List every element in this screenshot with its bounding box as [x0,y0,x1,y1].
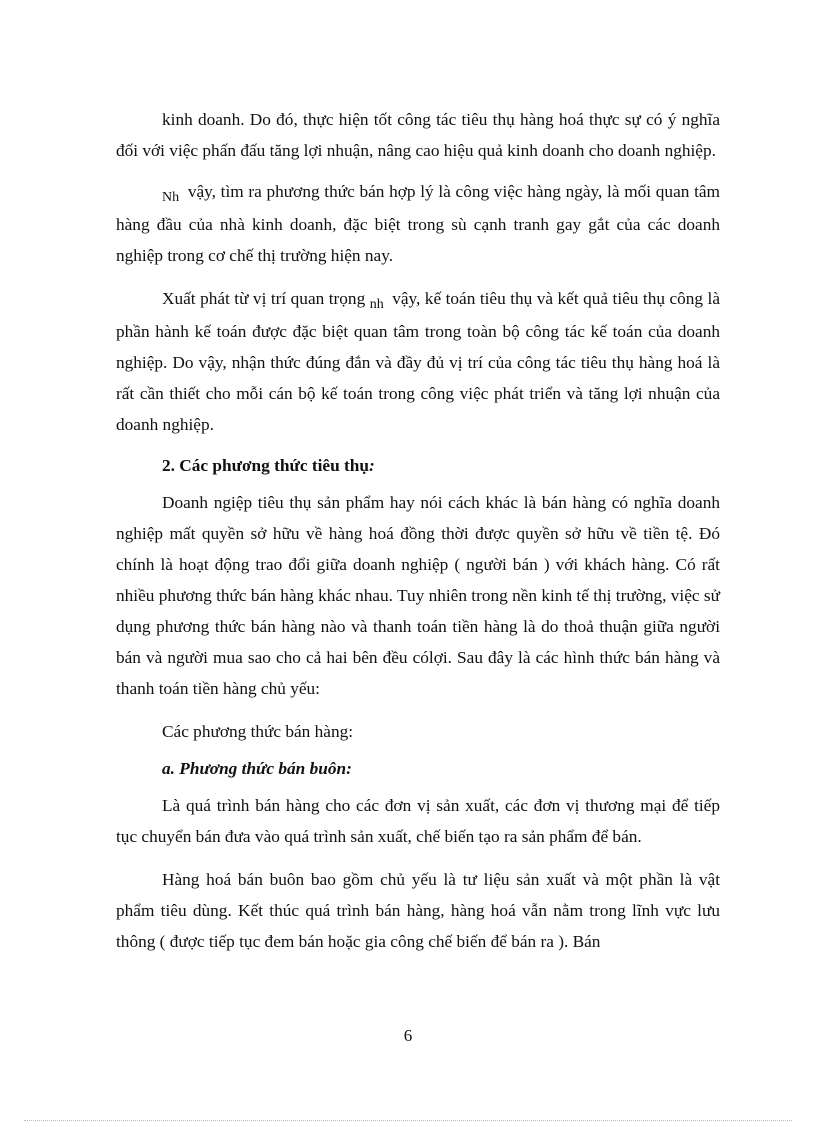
section-heading [116,450,720,481]
page-bottom-border [24,1120,792,1121]
fragment-nh: Nh [162,190,180,205]
section-heading-text: 2. Các phương thức tiêu thụ [162,456,369,475]
paragraph-7: Hàng hoá bán buôn bao gồm chủ yếu là tư liệu sản xuất và một phần là vật phẩm tiêu dùng. Kết thúc quá trình bán hàng, hàng hoá vẫn nằm trong lĩnh vực lưu thông ( được tiếp tục đem bán hoặc gia công chế biến để bán ra ). Bán [116,870,720,951]
paragraph-3 [116,283,720,440]
page-number: 6 [403,1026,413,1045]
list-intro: Các phương thức bán hàng: [162,722,354,741]
paragraph-2 [116,176,720,271]
paragraph-3-text: vậy, kế toán tiêu thụ và kết quả tiêu thụ công là phần hành kế toán được đặc biệt quan tâm trong toàn bộ công tác kế toán của doanh nghiệp. Do vậy, nhận thức đúng đắn và đầy đủ vị trí của công tác tiêu thụ hàng hoá là rất cần thiết cho mỗi cán bộ kế toán trong công việc phát triển và tăng lợi nhuận của doanh nghiệp. [116,289,721,434]
fragment-nh-2: nh [369,297,384,312]
paragraph-4: Doanh ngiệp tiêu thụ sản phẩm hay nói cách khác là bán hàng có nghĩa doanh nghiệp mất quyền sở hữu về hàng hoá đồng thời được quyền sở hữu về tiền tệ. Đó chính là hoạt động trao đổi giữa doanh nghiệp ( người bán ) với khách hàng. Có rất nhiều phương thức bán hàng khác nhau. Tuy nhiên trong nền kinh tế thị trường, việc sử dụng phương thức bán hàng nào và thanh toán tiền hàng là do thoả thuận giữa người bán và người mua sao cho cả hai bên đều cólợi. Sau đây là các hình thức bán hàng và thanh toán tiền hàng chủ yếu: [116,493,720,698]
subsection-heading: a. Phương thức bán buôn: [162,759,352,778]
paragraph-2-text: vậy, tìm ra phương thức bán hợp lý là công việc hàng ngày, là mối quan tâm hàng đầu của nhà kinh doanh, đặc biệt trong sù cạnh tranh gay gắt của các doanh nghiệp trong cơ chế thị trường hiện nay. [116,182,720,265]
paragraph-1: kinh doanh. Do đó, thực hiện tốt công tác tiêu thụ hàng hoá thực sự có ý nghĩa đối với việc phấn đấu tăng lợi nhuận, nâng cao hiệu quả kinh doanh cho doanh nghiệp. [116,110,720,160]
body-text [116,104,720,969]
section-heading-colon: : [369,456,375,475]
paragraph-3-start: Xuất phát từ vị trí quan trọng [162,289,366,308]
paragraph-6: Là quá trình bán hàng cho các đơn vị sản xuất, các đơn vị thương mại để tiếp tục chuyển bán đưa vào quá trình sản xuất, chế biến tạo ra sản phẩm để bán. [116,796,720,846]
